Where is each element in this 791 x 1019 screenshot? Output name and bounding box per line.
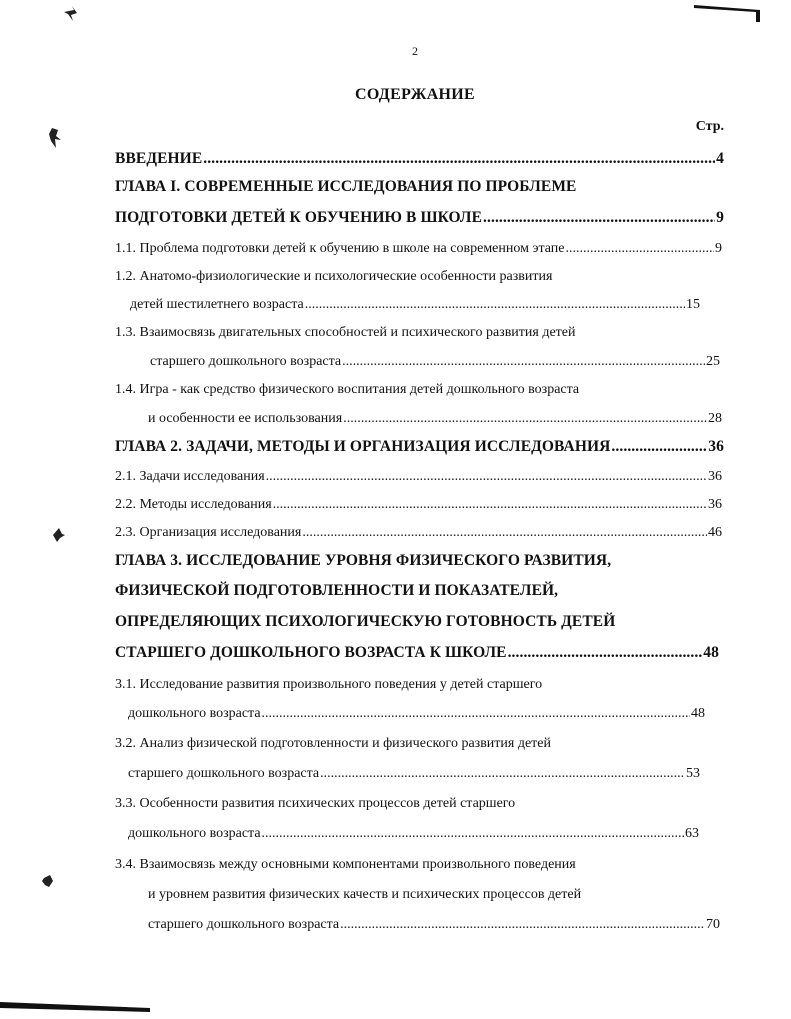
toc-chapter-2-page: 36 [708,438,724,455]
toc-section-1-4-title-cont: и особенности ее использования [148,411,343,426]
toc-chapter-1-line-1 [115,174,724,200]
page-title: СОДЕРЖАНИЕ [354,86,476,103]
leader-dots [302,520,707,546]
toc-section-3-4-title-cont-1: и уровнем развития физических качеств и психических процессов детей [148,887,582,902]
leader-dots [483,205,715,231]
leader-dots [273,492,707,518]
leader-dots [566,236,715,262]
leader-dots [340,912,705,938]
toc-section-3-1-line-2 [128,701,705,727]
leader-dots [305,292,685,318]
leader-dots [342,349,705,375]
toc-section-3-2-title: 3.2. Анализ физической подготовленности и физического развития детей [115,736,552,751]
toc-chapter-1-page: 9 [716,209,724,226]
toc-chapter-3-line-3 [115,609,724,635]
scan-artifact-top-left [62,4,84,24]
toc-section-1-2-title-cont: детей шестилетнего возраста [130,297,304,312]
toc-section-1-3-page: 25 [706,354,720,369]
toc-section-1-4-line-2 [148,406,722,432]
toc-section-2-3-page: 46 [708,525,722,540]
page-number: 2 [412,44,418,58]
toc-section-2-2-title: 2.2. Методы исследования [115,497,272,512]
toc-section-3-2-page: 53 [686,766,700,781]
toc-intro [115,146,724,172]
toc-section-3-1-title-cont: дошкольного возраста [128,706,261,721]
toc-section-3-1-line-1 [115,672,722,698]
toc-section-3-1-page: 48 [691,706,705,721]
leader-dots [508,640,703,666]
toc-chapter-3-title: ГЛАВА 3. ИССЛЕДОВАНИЕ УРОВНЯ ФИЗИЧЕСКОГО РАЗВИТИЯ, [115,552,612,569]
toc-section-1-2-title: 1.2. Анатомо-физиологические и психологические особенности развития [115,269,553,284]
toc-section-2-1-title: 2.1. Задачи исследования [115,469,265,484]
leader-dots [611,434,707,460]
toc-chapter-3-page: 48 [703,644,719,661]
leader-dots [266,464,707,490]
toc-section-1-1-title: 1.1. Проблема подготовки детей к обучению в школе на современном этапе [115,241,565,256]
page-column-label: Стр. [695,119,724,134]
toc-section-1-2-line-2 [130,292,700,318]
toc-chapter-3-line-4 [115,640,719,666]
toc-chapter-3-title-cont-3: СТАРШЕГО ДОШКОЛЬНОГО ВОЗРАСТА К ШКОЛЕ [115,644,507,661]
toc-section-1-4-title: 1.4. Игра - как средство физического воспитания детей дошкольного возраста [115,382,580,397]
toc-section-2-1-page: 36 [708,469,722,484]
toc-section-2-2-page: 36 [708,497,722,512]
toc-section-3-3-line-1 [115,791,722,817]
toc-section-3-4-page: 70 [706,917,720,932]
toc-section-3-2-line-1 [115,731,722,757]
toc-section-1-4-line-1 [115,377,722,403]
toc-chapter-2-title: ГЛАВА 2. ЗАДАЧИ, МЕТОДЫ И ОРГАНИЗАЦИЯ ИССЛЕДОВАНИЯ [115,438,611,455]
toc-section-3-4-line-2 [148,882,722,908]
toc-chapter-3-title-cont-2: ОПРЕДЕЛЯЮЩИХ ПСИХОЛОГИЧЕСКУЮ ГОТОВНОСТЬ ДЕТЕЙ [115,613,616,630]
toc-chapter-1-line-2 [115,205,724,231]
toc-section-1-1 [115,236,722,262]
toc-chapter-1-title-cont: ПОДГОТОВКИ ДЕТЕЙ К ОБУЧЕНИЮ В ШКОЛЕ [115,209,483,226]
scan-artifact-bottom-left [0,998,160,1018]
toc-section-3-1-title: 3.1. Исследование развития произвольного поведения у детей старшего [115,677,543,692]
toc-section-3-3-line-2 [128,821,699,847]
scan-artifact-left-2 [50,526,66,544]
toc-section-2-2 [115,492,722,518]
leader-dots [320,761,685,787]
toc-intro-title: ВВЕДЕНИЕ [115,150,203,167]
toc-chapter-2 [115,434,724,460]
toc-section-1-1-page: 9 [715,241,722,256]
toc-section-2-3 [115,520,722,546]
toc-section-2-3-title: 2.3. Организация исследования [115,525,302,540]
toc-section-1-3-title: 1.3. Взаимосвязь двигательных способностей и психического развития детей [115,325,576,340]
toc-section-1-3-line-1 [115,320,722,346]
toc-section-3-3-page: 63 [685,826,699,841]
toc-section-3-4-line-1 [115,852,722,878]
toc-chapter-1-title: ГЛАВА I. СОВРЕМЕННЫЕ ИССЛЕДОВАНИЯ ПО ПРОБЛЕМЕ [115,178,577,195]
leader-dots [262,701,690,727]
scan-artifact-left-3 [40,872,56,890]
toc-section-3-4-title-cont-2: старшего дошкольного возраста [148,917,340,932]
leader-dots [343,406,707,432]
toc-section-2-1 [115,464,722,490]
toc-section-3-4-line-3 [148,912,720,938]
scan-artifact-left-1 [46,126,64,150]
toc-intro-page: 4 [716,150,724,167]
toc-section-3-3-title: 3.3. Особенности развития психических процессов детей старшего [115,796,516,811]
toc-chapter-3-line-2 [115,578,724,604]
toc-section-1-3-line-2 [150,349,720,375]
toc-section-3-2-line-2 [128,761,700,787]
toc-chapter-3-title-cont-1: ФИЗИЧЕСКОЙ ПОДГОТОВЛЕННОСТИ И ПОКАЗАТЕЛЕЙ, [115,582,559,599]
leader-dots [203,146,715,172]
toc-section-1-2-line-1 [115,264,722,290]
toc-section-1-4-page: 28 [708,411,722,426]
toc-section-1-3-title-cont: старшего дошкольного возраста [150,354,342,369]
toc-section-3-4-title: 3.4. Взаимосвязь между основными компонентами произвольного поведения [115,857,576,872]
toc-section-3-2-title-cont: старшего дошкольного возраста [128,766,320,781]
scan-artifact-top-right [694,2,764,24]
toc-chapter-3-line-1 [115,548,724,574]
leader-dots [262,821,684,847]
toc-section-3-3-title-cont: дошкольного возраста [128,826,261,841]
toc-section-1-2-page: 15 [686,297,700,312]
